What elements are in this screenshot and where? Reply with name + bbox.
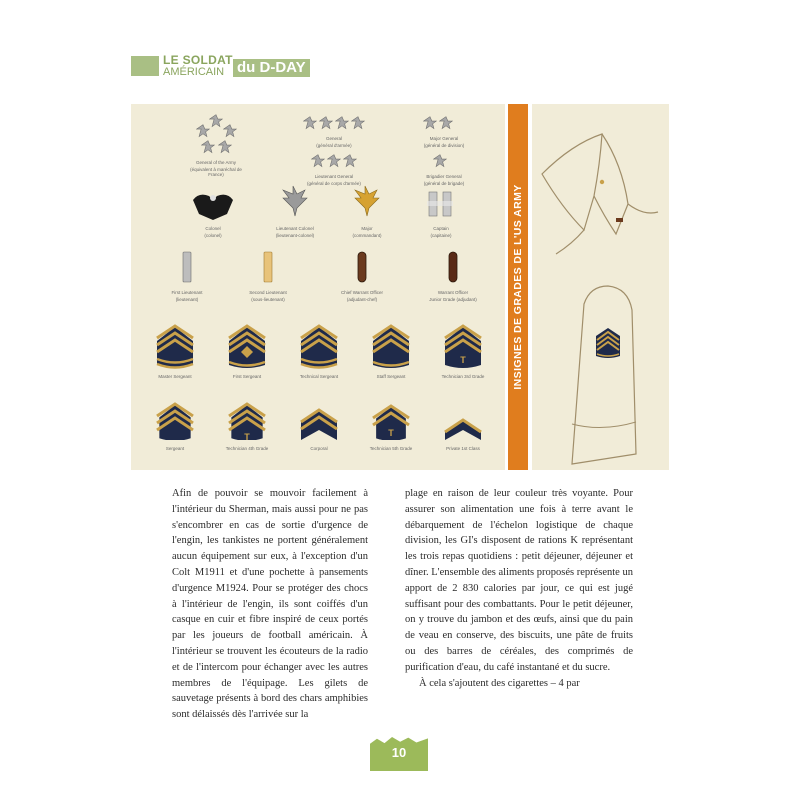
first-lieutenant-bar-insignia xyxy=(183,252,191,282)
header-accent-block xyxy=(131,56,159,76)
caption-second-lieutenant: Second Lieutenant (sous-lieutenant) xyxy=(249,290,287,302)
body-paragraph: À cela s'ajoutent des cigarettes – 4 par xyxy=(419,677,580,689)
caption-first-lieutenant: First Lieutenant (lieutenant) xyxy=(171,290,203,302)
caption-warrant-officer: Warrant Officer Junior Grade (adjudant) xyxy=(429,290,477,302)
caption-private-first-class: Private 1st Class xyxy=(446,446,480,451)
uniform-drawing xyxy=(532,104,669,470)
body-text-right-column xyxy=(405,486,633,691)
caption-lieutenant-general: Lieutenant General (général de corps d'armée) xyxy=(307,174,361,186)
staff-sergeant-chevron-insignia xyxy=(373,326,409,368)
uniform-illustration xyxy=(532,104,669,470)
caption-staff-sergeant: Staff Sergeant xyxy=(376,374,406,379)
colonel-eagle-insignia xyxy=(193,195,233,220)
caption-captain: Captain (capitaine) xyxy=(430,226,452,238)
caption-technical-sergeant: Technical Sergeant xyxy=(299,374,339,379)
body-paragraph: Afin de pouvoir se mouvoir facilement à l'intérieur du Sherman, mais aussi pour ne pas s'encombrer en cas de sortie d'urgence de l'engin, les tankistes ne portent généralement aucun équipement sur eux, à l'exception d'un Colt M1911 et d'une pochette à pansements d'urgence M1924. Pour se protéger des chocs à l'intérieur de l'engin, ils sont coiffés d'un casque en cuir et fibre inspiré de ceux portés par les joueurs de football américain. À l'intérieur se trouvent les écouteurs de la radio et de l'intercom pour échanger avec les autres membres de l'équipage. Les gilets de sauvetage présents à bord des chars amphibies sont délaissés dès l'arrivée sur la xyxy=(172,488,368,721)
svg-text:T: T xyxy=(388,428,394,438)
warrant-officer-insignia xyxy=(449,252,457,282)
caption-technician-4th-grade: Technician 4th Grade xyxy=(225,446,269,451)
caption-major: Major (commandant) xyxy=(352,226,382,238)
captain-double-bar-insignia xyxy=(427,192,453,216)
brigadier-general-insignia xyxy=(434,155,447,167)
technician-5th-grade-chevron-insignia xyxy=(373,406,409,441)
private-first-class-chevron-insignia xyxy=(445,420,481,440)
book-title-tag: du D-DAY xyxy=(233,59,310,77)
body-paragraph: plage en raison de leur couleur très voyante. Pour assurer son alimentation une fois à terre avant le débarquement de l'échelon logistique de chaque division, les GI's disposent de rations K représentant les trois repas quotidiens : petit déjeuner, déjeuner et dîner. L'ensemble des aliments proposés représente un apport de 2 830 calories par jour, ce qui est jugé suffisant pour des combattants. Pour le petit déjeuner, on y trouve du jambon et des œufs, ainsi que du pain de veau en conserve, des biscuits, une pâte de fruits ou des barres de céréales, des comprimés de purification d'eau, du café instantané et du sucre. xyxy=(405,488,633,673)
general-insignia xyxy=(304,117,365,129)
technician-3rd-grade-chevron-insignia xyxy=(445,326,481,368)
caption-general-of-the-army: General of the Army (équivalent à maréchal de France) xyxy=(190,160,242,177)
caption-sergeant: Sergeant xyxy=(165,446,185,451)
caption-corporal: Corporal xyxy=(310,446,328,451)
chief-warrant-officer-insignia xyxy=(358,252,366,282)
caption-technician-3rd-grade: Technician 3rd Grade xyxy=(441,374,485,379)
caption-major-general: Major General (général de division) xyxy=(423,136,465,148)
sleeve-chevron-icon xyxy=(596,328,620,358)
body-text-left-column xyxy=(172,486,368,723)
insignia-plate xyxy=(131,104,505,470)
caption-brigadier-general: Brigadier General (général de brigade) xyxy=(423,174,465,186)
lieutenant-colonel-oak-leaf-insignia xyxy=(283,186,307,216)
book-title xyxy=(163,54,233,78)
svg-text:T: T xyxy=(244,432,250,442)
first-sergeant-chevron-insignia xyxy=(229,326,265,368)
general-of-the-army-insignia xyxy=(197,115,237,153)
lieutenant-general-insignia xyxy=(312,155,357,167)
collar-disc-icon xyxy=(600,180,604,184)
corporal-chevron-insignia xyxy=(301,410,337,440)
caption-technician-5th-grade: Technician 5th Grade xyxy=(369,446,413,451)
caption-first-sergeant: First Sergeant xyxy=(232,374,262,379)
major-oak-leaf-insignia xyxy=(355,186,379,216)
caption-master-sergeant: Master Sergeant xyxy=(158,374,192,379)
caption-chief-warrant-officer: Chief Warrant Officer (adjudant-chef) xyxy=(340,290,383,302)
caption-lieutenant-colonel: Lieutenant Colonel (lieutenant-colonel) xyxy=(275,226,315,238)
master-sergeant-chevron-insignia xyxy=(157,326,193,368)
technician-4th-grade-chevron-insignia xyxy=(229,404,265,442)
collar-bar-icon xyxy=(616,218,623,222)
caption-colonel: Colonel (colonel) xyxy=(204,226,222,238)
band-title: INSIGNES DE GRADES DE L'US ARMY xyxy=(512,184,524,390)
sergeant-chevron-insignia xyxy=(157,404,193,441)
caption-general: General (général d'armée) xyxy=(316,136,352,148)
second-lieutenant-bar-insignia xyxy=(264,252,272,282)
svg-text:T: T xyxy=(460,355,466,365)
book-title-line2: AMÉRICAIN xyxy=(163,66,225,78)
page-number: 10 xyxy=(391,745,407,760)
book-title-line1: LE SOLDAT xyxy=(163,53,233,67)
technical-sergeant-chevron-insignia xyxy=(301,326,337,368)
major-general-insignia xyxy=(424,117,453,129)
